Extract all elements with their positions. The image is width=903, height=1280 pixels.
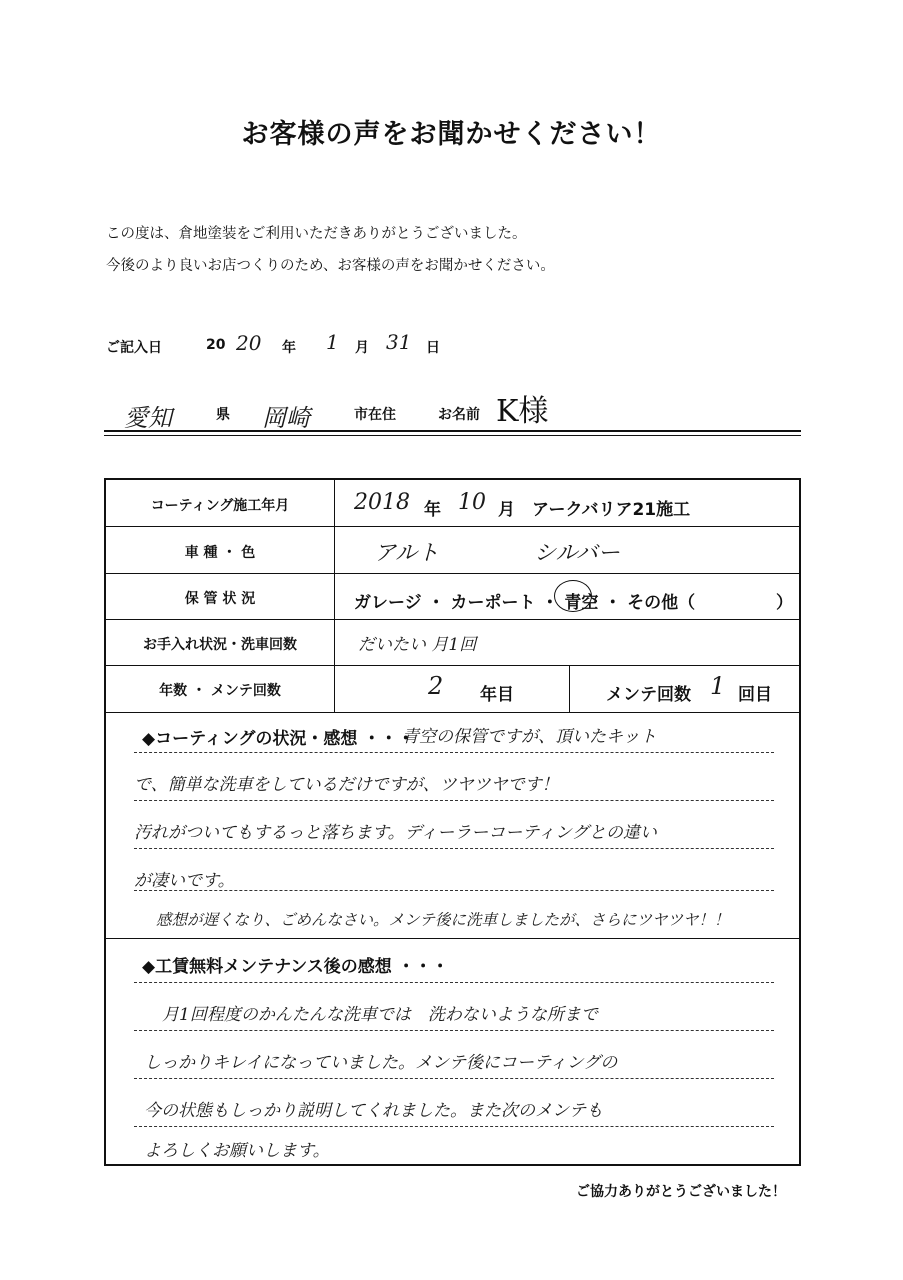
column-divider xyxy=(334,480,335,712)
row-divider xyxy=(106,712,799,713)
date-year-prefix: 20 xyxy=(206,337,226,353)
row-label-care: お手入れ状況・洗車回数 xyxy=(143,637,297,653)
car-model-written: アルト xyxy=(374,541,440,566)
date-year-written: 20 xyxy=(236,331,262,355)
date-label: ご記入日 xyxy=(106,340,162,356)
dashed-rule xyxy=(134,800,774,801)
date-day-written: 31 xyxy=(386,330,412,354)
dashed-rule xyxy=(134,890,774,891)
coating-comment-line: が凄いです。 xyxy=(134,871,235,891)
maintenance-comment-line: よろしくお願いします。 xyxy=(144,1141,330,1161)
intro-line-1: この度は、倉地塗装をご利用いただきありがとうございました。 xyxy=(106,226,527,242)
dashed-rule xyxy=(134,1078,774,1079)
storage-options-close: ） xyxy=(776,593,793,613)
maintenance-count-written: 1 xyxy=(710,672,726,700)
section-maintenance-heading: ◆工賃無料メンテナンス後の感想 ・・・ xyxy=(142,957,449,977)
row-divider xyxy=(106,665,799,666)
care-answer-written: だいたい 月1回 xyxy=(358,635,477,655)
row-divider xyxy=(106,573,799,574)
name-label: お名前 xyxy=(438,407,480,423)
coating-comment-line: で、簡単な洗車をしているだけですが、ツヤツヤです！ xyxy=(134,775,559,795)
row-label-years-maintenance: 年数 ・ メンテ回数 xyxy=(159,683,281,699)
row-divider xyxy=(106,526,799,527)
maintenance-comment-line: しっかりキレイになっていました。メンテ後にコーティングの xyxy=(144,1053,618,1073)
row-divider xyxy=(106,619,799,620)
date-day-unit: 日 xyxy=(426,340,440,356)
years-written: 2 xyxy=(428,672,444,700)
city-written: 岡崎 xyxy=(262,404,310,432)
dashed-rule xyxy=(134,1030,774,1031)
storage-options: ガレージ ・ カーポート ・ 青空 ・ その他（ xyxy=(354,593,696,613)
maintenance-comment-line: 今の状態もしっかり説明してくれました。また次のメンテも xyxy=(144,1101,603,1121)
coating-comment-line: 感想が遅くなり、ごめんなさい。メンテ後に洗車しましたが、さらにツヤツヤ！！ xyxy=(156,911,730,929)
name-written: K様 xyxy=(496,394,549,429)
dashed-rule xyxy=(134,848,774,849)
dashed-rule xyxy=(134,982,774,983)
coating-comment-line: 青空の保管ですが、頂いたキット xyxy=(402,727,657,747)
selected-option-circle xyxy=(554,580,592,612)
car-color-written: シルバー xyxy=(534,541,620,566)
prefecture-written: 愛知 xyxy=(124,404,172,432)
footer-thanks: ご協力ありがとうございました！ xyxy=(576,1184,786,1200)
maintenance-label: メンテ回数 xyxy=(606,685,691,705)
maintenance-comment-line: 月1回程度のかんたんな洗車では 洗わないような所まで xyxy=(162,1005,598,1025)
dashed-rule xyxy=(134,752,774,753)
coating-month-unit: 月 xyxy=(498,500,515,520)
years-unit: 年目 xyxy=(480,685,514,705)
coating-year-written: 2018 xyxy=(354,490,410,515)
prefecture-label: 県 xyxy=(216,407,230,423)
address-underline-2 xyxy=(104,435,801,436)
maintenance-unit: 回目 xyxy=(738,685,772,705)
date-month-unit: 月 xyxy=(355,340,369,356)
coating-comment-line: 汚れがついてもするっと落ちます。ディーラーコーティングとの違い xyxy=(134,823,657,843)
address-underline xyxy=(104,430,801,432)
coating-month-written: 10 xyxy=(458,490,486,515)
city-label: 市在住 xyxy=(354,407,396,423)
dashed-rule xyxy=(134,1126,774,1127)
row-label-storage: 保 管 状 況 xyxy=(184,591,256,607)
row-label-coating-date: コーティング施工年月 xyxy=(150,498,290,514)
coating-year-unit: 年 xyxy=(424,500,441,520)
date-year-unit: 年 xyxy=(282,340,296,356)
row-label-car-color: 車 種 ・ 色 xyxy=(184,545,256,561)
date-month-written: 1 xyxy=(326,330,339,354)
column-divider xyxy=(569,665,570,712)
intro-line-2: 今後のより良いお店つくりのため、お客様の声をお聞かせください。 xyxy=(106,258,555,274)
row-divider xyxy=(106,938,799,939)
survey-form xyxy=(104,478,801,1166)
coating-product-note: アークバリア21施工 xyxy=(532,500,691,520)
section-coating-heading: ◆コーティングの状況・感想 ・・・ xyxy=(142,729,415,749)
page-title: お客様の声をお聞かせください！ xyxy=(241,119,662,150)
